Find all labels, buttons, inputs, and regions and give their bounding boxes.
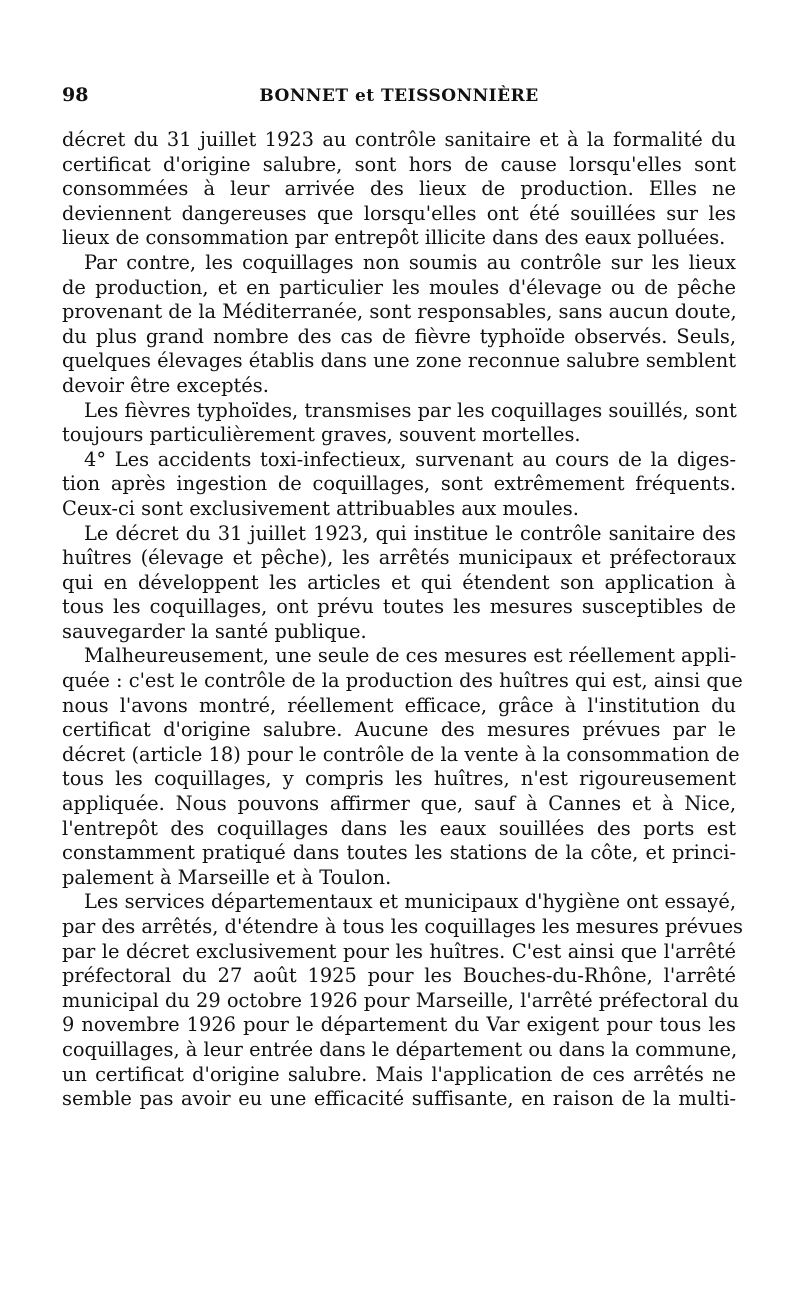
text-line: du plus grand nombre des cas de fièvre typhoïde observés. Seuls, — [62, 324, 736, 348]
text-line: appliquée. Nous pouvons affirmer que, sauf à Cannes et à Nice, — [62, 792, 736, 816]
text-line: certificat d'origine salubre, sont hors de cause lorsqu'elles sont — [62, 152, 736, 176]
text-line: palement à Marseille et à Toulon. — [62, 865, 392, 889]
text-line: par le décret exclusivement pour les huîtres. C'est ainsi que l'arrêté — [62, 939, 736, 963]
text-line: Le décret du 31 juillet 1923, qui institue le contrôle sanitaire des — [84, 521, 736, 545]
paragraph — [62, 522, 736, 645]
body-text — [62, 128, 743, 1112]
paragraph — [62, 644, 743, 890]
text-line: toujours particulièrement graves, souvent mortelles. — [62, 423, 581, 447]
page-header — [62, 84, 736, 114]
text-line: l'entrepôt des coquillages dans les eaux souillées des ports est — [62, 816, 736, 840]
text-line: 4° Les accidents toxi-infectieux, survenant au cours de la diges- — [84, 447, 736, 471]
text-line: provenant de la Méditerranée, sont responsables, sans aucun doute, — [62, 300, 737, 324]
text-line: devoir être exceptés. — [62, 373, 269, 397]
text-line: certificat d'origine salubre. Aucune des mesures prévues par le — [62, 718, 736, 742]
text-line: préfectoral du 27 août 1925 pour les Bouches-du-Rhône, l'arrêté — [62, 964, 736, 988]
text-line: qui en développent les articles et qui étendent son application à — [62, 570, 736, 594]
text-line: Les fièvres typhoïdes, transmises par les coquillages souillés, sont — [84, 398, 737, 422]
running-head: BONNET et TEISSONNIÈRE — [259, 86, 539, 106]
text-line: constamment pratiqué dans toutes les stations de la côte, et princi- — [62, 841, 736, 865]
text-line: huîtres (élevage et pêche), les arrêtés municipaux et préfectoraux — [62, 546, 736, 570]
text-line: 9 novembre 1926 pour le département du Var exigent pour tous les — [62, 1013, 736, 1037]
text-line: Ceux-ci sont exclusivement attribuables aux moules. — [62, 496, 579, 520]
text-line: tion après ingestion de coquillages, sont extrêmement fréquents. — [62, 472, 736, 496]
text-line: quée : c'est le contrôle de la production des huîtres qui est, ainsi que — [62, 669, 743, 693]
text-line: décret (article 18) pour le contrôle de la vente à la consommation de — [62, 742, 740, 766]
text-line: lieux de consommation par entrepôt illicite dans des eaux polluées. — [62, 226, 726, 250]
text-line: Les services départementaux et municipaux d'hygiène ont essayé, — [84, 890, 736, 914]
text-line: un certificat d'origine salubre. Mais l'application de ces arrêtés ne — [62, 1062, 736, 1086]
text-line: consommées à leur arrivée des lieux de production. Elles ne — [62, 177, 736, 201]
page-number: 98 — [62, 84, 89, 106]
text-line: par des arrêtés, d'étendre à tous les coquillages les mesures prévues — [62, 915, 743, 938]
text-line: décret du 31 juillet 1923 au contrôle sanitaire et à la formalité du — [62, 128, 736, 151]
text-line: semble pas avoir eu une efficacité suffisante, en raison de la multi- — [62, 1087, 736, 1111]
text-line: municipal du 29 octobre 1926 pour Marseille, l'arrêté préfectoral du — [62, 988, 739, 1012]
text-line: de production, et en particulier les moules d'élevage ou de pêche — [62, 275, 736, 299]
paragraph — [62, 399, 736, 448]
text-line: nous l'avons montré, réellement efficace, grâce à l'institution du — [62, 693, 736, 717]
text-line: quelques élevages établis dans une zone reconnue salubre semblent — [62, 349, 736, 373]
paragraph — [62, 448, 736, 522]
text-line: Par contre, les coquillages non soumis au contrôle sur les lieux — [84, 250, 736, 274]
text-line: sauvegarder la santé publique. — [62, 619, 367, 643]
text-line: deviennent dangereuses que lorsqu'elles ont été souillées sur les — [62, 201, 736, 225]
paragraph — [62, 251, 736, 399]
paragraph — [62, 890, 743, 1111]
text-line: Malheureusement, une seule de ces mesures est réellement appli- — [84, 644, 737, 668]
text-line: tous les coquillages, ont prévu toutes les mesures susceptibles de — [62, 595, 736, 619]
paragraph — [62, 128, 736, 251]
text-line: tous les coquillages, y compris les huîtres, n'est rigoureusement — [62, 767, 736, 791]
text-line: coquillages, à leur entrée dans le département ou dans la commune, — [62, 1037, 738, 1061]
